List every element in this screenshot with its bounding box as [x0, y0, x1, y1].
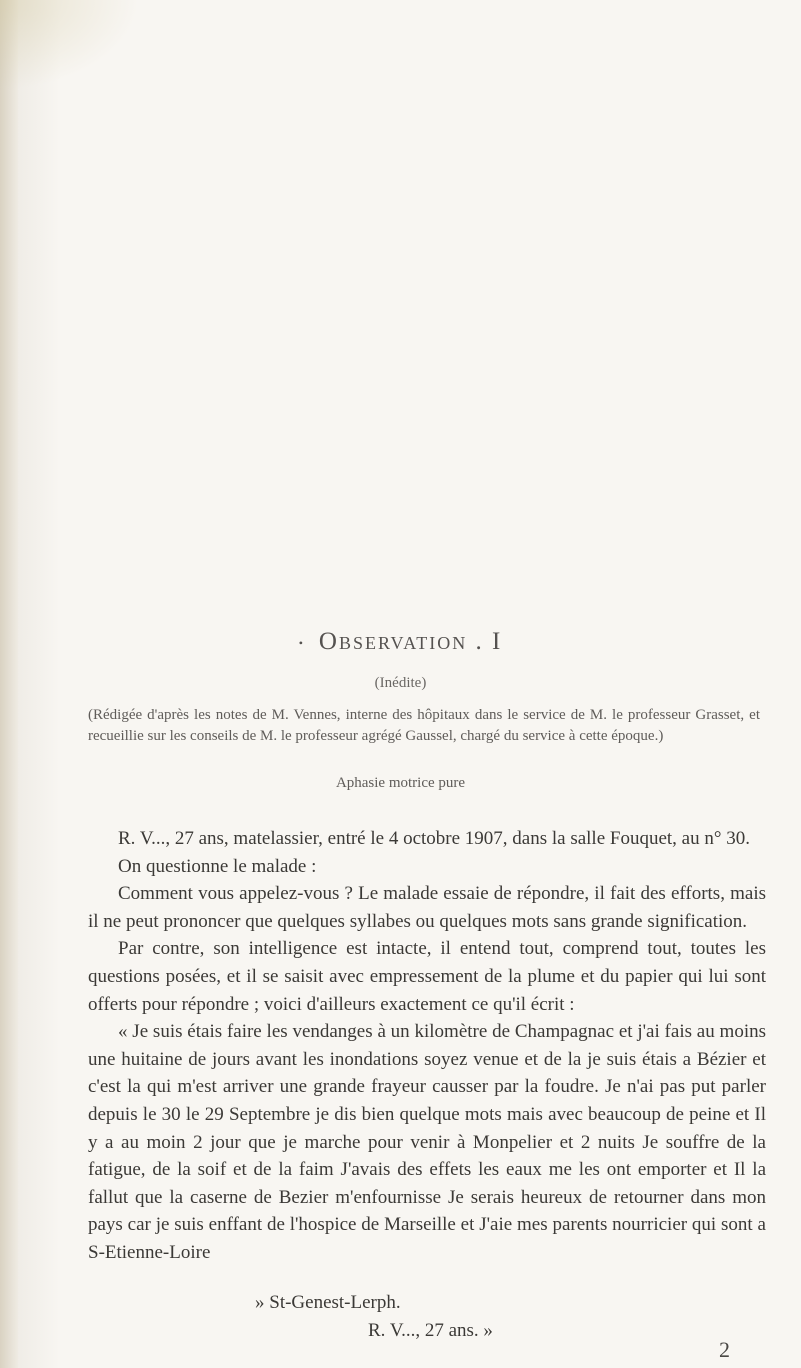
observation-heading — [0, 628, 801, 656]
page-stain — [0, 0, 140, 90]
observation-subtitle: (Inédite) — [374, 675, 427, 691]
case-body — [88, 825, 766, 1267]
case-title: Aphasie motrice pure — [335, 775, 466, 791]
page-number: 2 — [719, 1337, 730, 1362]
body-paragraph: Par contre, son intelligence est intacte, il entend tout, comprend tout, toutes les questions posées, et il se saisit avec empressement de la plume et du papier qui lui sont offerts pour répondre ; voici d'ailleurs exactement ce qu'il écrit : — [88, 938, 766, 1015]
body-paragraph: R. V..., 27 ans, matelassier, entré le 4 octobre 1907, dans la salle Fouquet, au n° 30. — [118, 828, 750, 849]
patient-letter: « Je suis étais faire les vendanges à un kilomètre de Champagnac et j'ai fais au moins une huitaine de jours avant les inondations soyez venue et de la je suis étais a Bézier et c'est la qui m'est arriver une grande frayeur causser par la foudre. Je n'ai pas put parler depuis le 30 le 29 Septembre je dis bien quelque mots mais avec beaucoup de peine et Il y a au moin 2 jour que je marche pour venir à Monpelier et 2 nuits Je souffre de la fatigue, de la soif et de la faim J'avais des effets les eaux me les ont emporter et Il la fallut que la caserne de Bezier m'enfournisse Je serais heureux de retourner dans mon pays car je suis enffant de l'hospice de Marseille et J'aie mes parents nourricier qui sont a S-Etienne-Loire — [88, 1021, 766, 1263]
bullet-icon: • — [298, 635, 305, 650]
letter-signature-place: » St-Genest-Lerph. — [255, 1292, 401, 1313]
body-paragraph: Comment vous appelez-vous ? Le malade essaie de répondre, il fait des efforts, mais il ne peut prononcer que quelques syllabes ou quelques mots sans grande signification. — [88, 883, 766, 932]
editorial-note: (Rédigée d'après les notes de M. Vennes, interne des hôpitaux dans le service de M. le professeur Grasset, et recueillie sur les conseils de M. le professeur agrégé Gaussel, chargé du service à cette époque.) — [88, 707, 760, 744]
body-paragraph: On questionne le malade : — [118, 855, 317, 877]
heading-text: Observation . I — [318, 628, 503, 655]
letter-signature-name: R. V..., 27 ans. » — [368, 1320, 493, 1341]
